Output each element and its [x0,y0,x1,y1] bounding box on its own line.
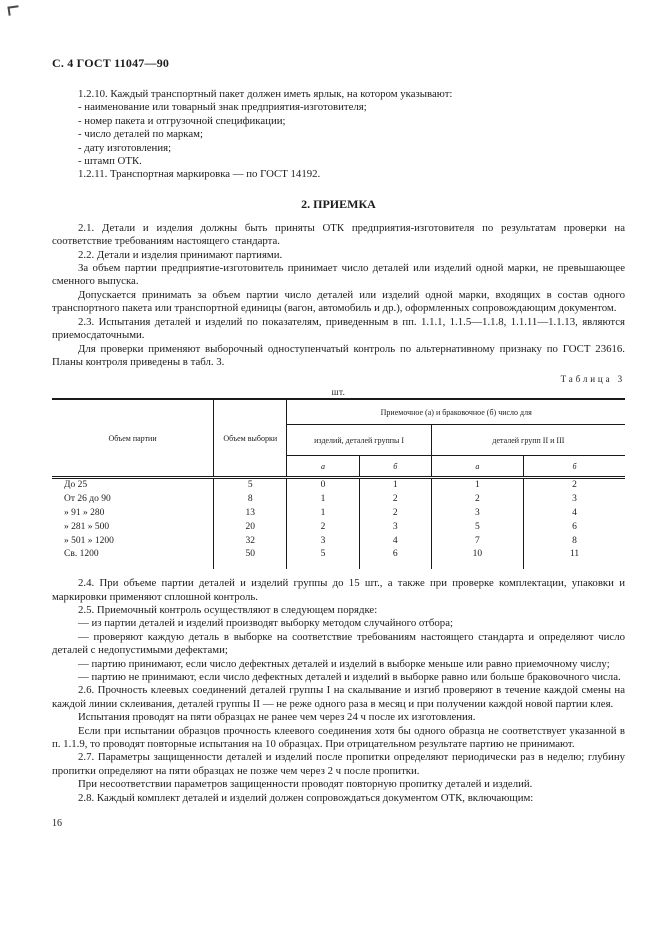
paragraph: — из партии деталей и изделий производят выборку методом случайного отбора; [78,617,453,630]
paragraph: - дату изготовления; [78,141,172,154]
column-header-group-1: изделий, деталей группы I [287,425,431,456]
cell-group1-b: 2 [359,493,431,507]
sampling-plans-table [52,398,625,569]
subcolumn-a-group2: а [431,456,523,478]
section-2-heading: 2. ПРИЕМКА [301,196,376,211]
cell-group2-a: 2 [431,493,523,507]
cell-party-volume: » 501 » 1200 [64,535,114,546]
table-row [52,493,625,507]
section-2-before-table [52,222,625,369]
cell-party-volume: От 26 до 90 [64,494,111,505]
table-row [52,478,625,493]
cell-sample-volume: 8 [214,493,287,507]
table-row [52,507,625,521]
cell-group2-b: 11 [524,548,625,569]
paragraph: При несоответствии параметров защищенности проводят повторную пропитку деталей и изделий. [78,778,533,791]
cell-group1-a: 1 [287,493,359,507]
cell-sample-volume: 5 [214,478,287,493]
scan-corner-artifact [7,5,19,15]
subcolumn-b-group1: б [359,456,431,478]
table-row [52,535,625,549]
paragraph: Допускается принимать за объем партии число деталей или изделий одной марки, входящих в состав одного транспортного пакета или транспортной единицы (вагон, автомобиль и др.), оформленных сопровождающим документом. [52,288,625,315]
table-body [52,478,625,569]
page-number: 16 [52,818,62,829]
cell-party-volume: Св. 1200 [64,549,99,560]
paragraph: 2.3. Испытания деталей и изделий по показателям, приведенным в пп. 1.1.1, 1.1.5—1.1.8, 1.1.11—1.1.13, являются приемосдаточными. [52,315,625,342]
paragraph: Испытания проводят на пяти образцах не ранее чем через 24 ч после их изготовления. [78,711,476,724]
paragraph: - штамп ОТК. [78,155,142,168]
paragraph: 2.4. При объеме партии деталей и изделий группы до 15 шт., а также при проверке комплектации, упаковки и маркировки применяют сплошной контроль. [52,577,625,603]
cell-sample-volume: 13 [214,507,287,521]
paragraph: 2.8. Каждый комплект деталей и изделий должен сопровождаться документом ОТК, включающим: [78,791,534,804]
cell-party-volume: » 281 » 500 [64,521,110,532]
cell-group1-b: 6 [359,548,431,569]
cell-group1-a: 2 [287,521,359,535]
paragraph: — партию принимают, если число дефектных деталей и изделий в выборке меньше или равно приемочному числу; [78,657,610,670]
cell-group1-b: 1 [359,478,431,493]
paragraph: За объем партии предприятие-изготовитель принимает число деталей или изделий одной марки, не превышающее сменного выпуска. [52,262,625,288]
column-header-groups-2-3: деталей групп II и III [431,425,625,456]
paragraph: Если при испытании образцов прочность клеевого соединения хотя бы одного образца не соответствует указанной в п. 1.1.9, то проводят повторные испытания на 10 образцах. При отрицательном результате партию не принимают. [52,724,625,750]
paragraph: 2.7. Параметры защищенности деталей и изделий после пропитки определяют периодически раз в неделю; глубину пропитки определяют на пяти образцах не позже чем через 2 ч после пропитки. [52,751,625,777]
paragraph: - наименование или товарный знак предприятия-изготовителя; [78,101,367,114]
cell-group2-a: 5 [431,521,523,535]
table-label: Таблица 3 [560,374,625,385]
paragraph: 2.1. Детали и изделия должны быть приняты ОТК предприятия-изготовителя по результатам проверки на соответствие требованиям настоящего стандарта. [52,221,625,248]
section-2-after-table [52,577,625,805]
cell-group2-a: 3 [431,507,523,521]
cell-group1-a: 3 [287,535,359,549]
table-header [52,399,625,478]
table-row [52,521,625,535]
cell-sample-volume: 50 [214,548,287,569]
paragraph: Для проверки применяют выборочный одноступенчатый контроль по альтернативному признаку по ГОСТ 23616. Планы контроля приведены в табл. 3. [52,342,625,368]
section-1-2 [52,88,625,182]
cell-group1-a: 0 [287,478,359,493]
column-header-sample-volume: Объем выборки [214,399,287,478]
paragraph: - число деталей по маркам; [78,128,203,141]
cell-group2-b: 6 [524,521,625,535]
cell-group2-a: 7 [431,535,523,549]
cell-sample-volume: 20 [214,521,287,535]
paragraph: — проверяют каждую деталь в выборке на соответствие требованиям настоящего стандарта и определяют число деталей с недопустимыми дефектами; [52,630,625,657]
cell-group2-b: 8 [524,535,625,549]
cell-sample-volume: 32 [214,535,287,549]
cell-group1-b: 4 [359,535,431,549]
cell-group2-b: 3 [524,493,625,507]
page-header: С. 4 ГОСТ 11047—90 [52,56,170,70]
paragraph: — партию не принимают, если число дефектных деталей и изделий в выборке равно или больше браковочного числа. [78,670,621,683]
cell-group2-b: 4 [524,507,625,521]
paragraph: 1.2.11. Транспортная маркировка — по ГОСТ 14192. [78,168,321,181]
cell-group1-a: 1 [287,507,359,521]
subcolumn-a-group1: а [287,456,359,478]
cell-group2-a: 10 [431,548,523,569]
paragraph: 2.5. Приемочный контроль осуществляют в следующем порядке: [78,603,378,616]
column-header-party-volume: Объем партии [52,399,214,478]
table-units: шт. [331,387,346,398]
paragraph: 1.2.10. Каждый транспортный пакет должен иметь ярлык, на котором указывают: [78,88,453,100]
cell-group1-a: 5 [287,548,359,569]
cell-party-volume: До 25 [64,480,88,491]
paragraph: - номер пакета и отгрузочной спецификации; [78,114,286,127]
paragraph: 2.2. Детали и изделия принимают партиями. [78,248,283,261]
cell-group2-b: 2 [524,478,625,493]
cell-group1-b: 3 [359,521,431,535]
subcolumn-b-group2: б [524,456,625,478]
table-row [52,548,625,569]
cell-group1-b: 2 [359,507,431,521]
cell-group2-a: 1 [431,478,523,493]
cell-party-volume: » 91 » 280 [64,507,105,518]
column-header-acceptance-rejection: Приемочное (а) и браковочное (б) число для [287,399,625,425]
paragraph: 2.6. Прочность клеевых соединений деталей группы I на скалывание и изгиб проверяют в течение каждой смены на каждой линии склеивания, деталей группы II — не реже одного раза в месяц и при получении каждой новой партии клея. [52,684,625,710]
